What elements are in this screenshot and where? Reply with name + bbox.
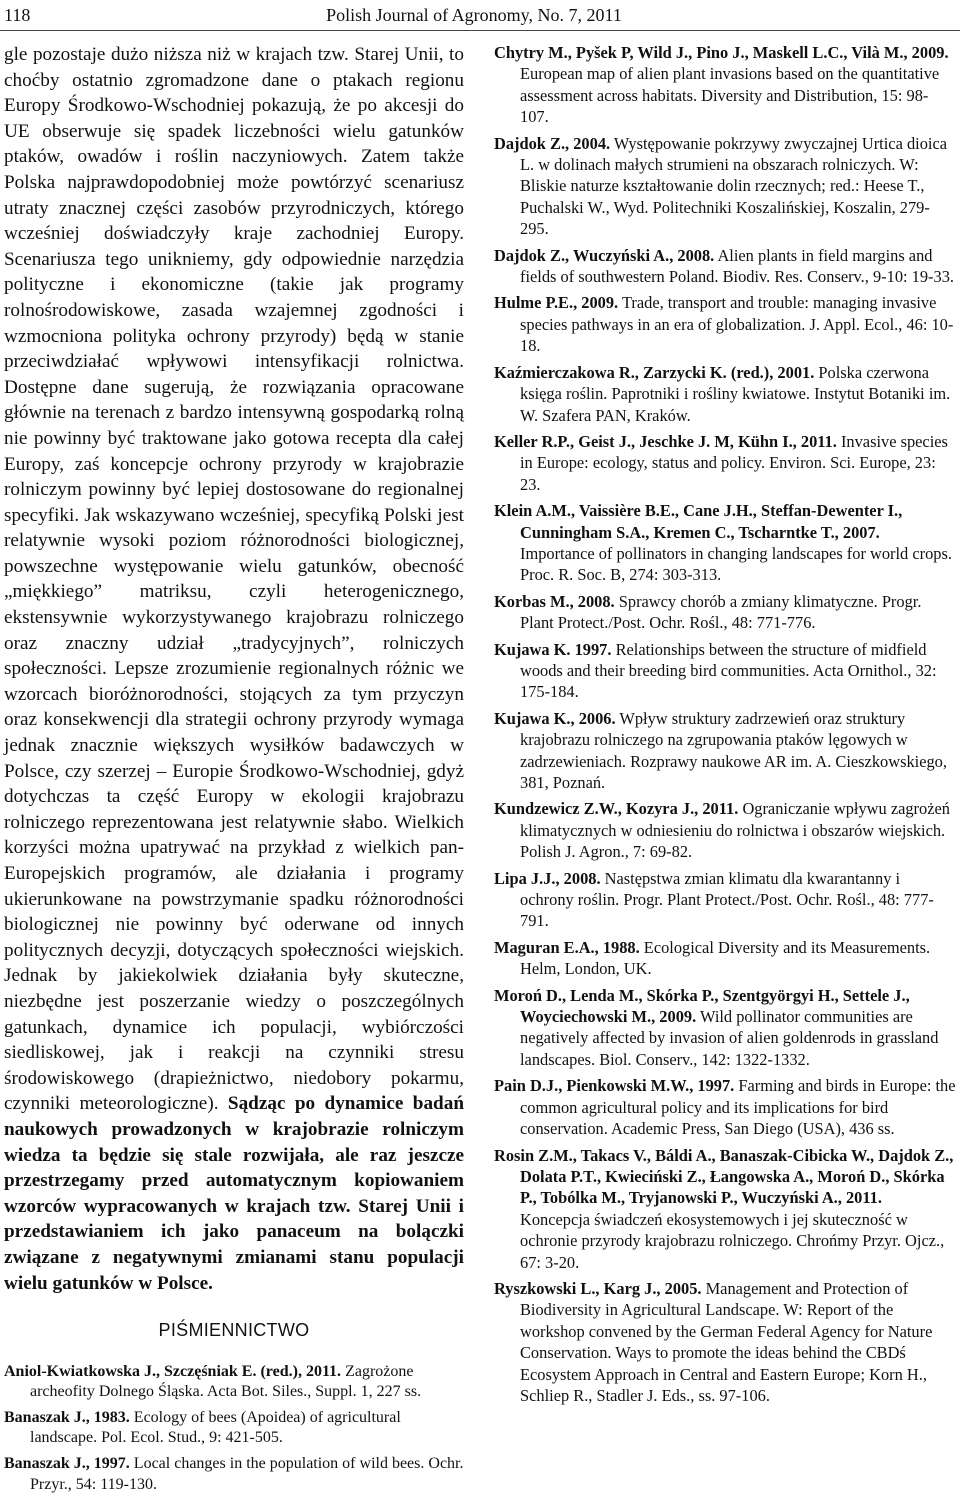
reference-entry: [494, 1075, 956, 1139]
references-list-right: [494, 42, 956, 1406]
bold-conclusion: Sądząc po dynamice badań naukowych prowadzonych w krajobrazie rolniczym wiedza ta będzie się stale rozwijała, ale raz jeszcze przestrzegamy przed automatycznym kopiowaniem wzorców wypracowanych w krajach tzw. Starej Unii i przedstawianiem ich jako panaceum na bolączki związane z negatywnymi zmianami stanu populacji wielu gatunków w Polsce.: [4, 1093, 464, 1294]
reference-entry: [494, 1145, 956, 1273]
reference-authors: Klein A.M., Vaissière B.E., Cane J.H., Steffan-Dewenter I., Cunningham S.A., Kremen C., Tscharntke T., 2007.: [494, 501, 903, 542]
reference-text: Polska czerwona księga roślin. Paprotniki i rośliny kwiatowe. Instytut Botaniki im. W. Szafera PAN, Kraków.: [520, 362, 951, 425]
reference-authors: Maguran E.A., 1988.: [494, 937, 640, 957]
reference-authors: Lipa J.J., 2008.: [494, 868, 601, 888]
reference-text: Ecology of bees (Apoidea) of agricultural landscape. Pol. Ecol. Stud., 9: 421-505.: [30, 1408, 401, 1447]
reference-entry: [494, 1278, 956, 1406]
reference-authors: Moroń D., Lenda M., Skórka P., Szentgyörgyi H., Settele J., Woyciechowski M., 2009.: [494, 985, 910, 1027]
reference-text: Relationships between the structure of midfield woods and their breeding bird communities. Acta Ornithol., 32: 175-184.: [520, 639, 937, 702]
reference-authors: Kundzewicz Z.W., Kozyra J., 2011.: [494, 799, 739, 819]
reference-authors: Dajdok Z., Wuczyński A., 2008.: [494, 245, 715, 265]
reference-text: Farming and birds in Europe: the common agricultural policy and its implications for bird conservation. Academic Press, San Diego (USA), 436 ss.: [520, 1076, 956, 1139]
reference-text: Wpływ struktury zadrzewień oraz struktury krajobrazu rolniczego na zgrupowania ptaków lęgowych w zadrzewieniach. Rozprawy naukowe AR im. A. Cieszkowskiego, 381, Poznań.: [520, 708, 947, 792]
body-paragraph: [4, 42, 464, 1296]
right-column: [494, 42, 956, 1411]
reference-authors: Banaszak J., 1997.: [4, 1455, 130, 1473]
page-number: 118: [4, 4, 31, 25]
reference-authors: Chytry M., Pyšek P, Wild J., Pino J., Maskell L.C., Vilà M., 2009.: [494, 43, 949, 62]
reference-authors: Korbas M., 2008.: [494, 591, 615, 611]
reference-authors: Rosin Z.M., Takacs V., Báldi A., Banaszak-Cibicka W., Dajdok Z., Dolata P.T., Kwieciński Z., Łangowska A., Moroń D., Skórka P., Tobólka M., Tryjanowski P., Wuczyński A., 2011.: [494, 1145, 954, 1208]
reference-entry: [494, 362, 956, 426]
reference-text: Występowanie pokrzywy zwyczajnej Urtica dioica L. w dolinach małych strumieni na obszarach rolniczych. W: Bliskie naturze kształtowanie dolin rzecznych; red.: Heese T., Puchalski W., Wyd. Politechniki Koszalińskiej, Koszalin, 279-295.: [520, 133, 947, 239]
reference-text: Management and Protection of Biodiversity in Agricultural Landscape. W: Report of the workshop convened by the German Federal Agency for Nature Conservation. Ways to promote the ideas behind the CBDś Ecosystem Approach in Central and Eastern Europe; Korn H., Schliep R., Stadler J. Eds., ss. 97-106.: [520, 1278, 933, 1405]
header-rule: [0, 30, 960, 31]
left-column: [4, 42, 464, 1500]
references-list-left: [4, 1362, 464, 1496]
reference-text: Trade, transport and trouble: managing invasive species pathways in an era of globalization. J. Appl. Ecol., 46: 10-18.: [520, 293, 954, 356]
references-heading: PIŚMIENNICTWO: [158, 1320, 310, 1341]
reference-text: Następstwa zmian klimatu dla kwarantanny i ochrony roślin. Progr. Plant Protect./Post. Ochr. Rośl., 48: 777-791.: [520, 868, 934, 931]
reference-text: Wild pollinator communities are negatively affected by invasion of alien goldenrods in grassland landscapes. Biol. Conserv., 142: 1322-1332.: [520, 1007, 939, 1069]
reference-text: Local changes in the population of wild bees. Ochr. Przyr., 54: 119-130.: [30, 1455, 464, 1493]
body-text: gle pozostaje dużo niższa niż w krajach tzw. Starej Unii, to choćby ostatnio zgromadzone dane o ptakach regionu Europy Środkowo-Wschodniej pokazują, że po akcesji do UE obserwuje się spadek liczebności wielu gatunków ptaków, owadów i roślin naczyniowych. Zatem także Polska najprawdopodobniej może powtórzyć scenariusz utraty znacznej części zasobów przyrodniczych, którego wcześniej doświadczyły kraje zachodniej Europy. Scenariusza tego unikniemy, gdy odpowiednie narzędzia polityczne i ekonomiczne (takie jak programy rolnośrodowiskowe, zasada wzajemnej zgodności i wzmocniona polityka ochrony przyrody) będą w stanie przeciwdziałać wpływowi intensyfikacji rolnictwa. Dostępne dane sugerują, że rozwiązania opracowane głównie na terenach z bardzo intensywną gospodarką rolną nie powinny być traktowane jako gotowa recepta dla całej Europy, zaś koncepcje ochrony przyrody w krajobrazie rolniczym powinny być lepiej dostosowane do regionalnej specyfiki. Jak wskazywano wcześniej, specyfiką Polski jest relatywnie wysoki poziom różnorodności biologicznej, powszechne występowanie wielu gatunków, obecność „miękkiego” matriksu, czyli heterogenicznego, ekstensywnie wykorzystywanego krajobrazu rolniczego oraz znaczny udział „tradycyjnych”, rolniczych społeczności. Lepsze zrozumienie regionalnych różnic we wzorcach bioróżnorodności, stojących za tym przyczyn oraz konsekwencji dla strategii ochrony przyrody wymaga jednak znacznie większych wysiłków badawczych w Polsce, czy szerzej – Europie Środkowo-Wschodniej, gdyż dotychczas ta część Europy w ekologii krajobrazu rolniczego reprezentowana jest relatywnie słabo. Wielkich korzyści można upatrywać na przykład z wielkich pan-Europejskich programów, ale działania i programy ukierunkowane na powstrzymanie spadku różnorodności biologicznej nie powinny być oderwane od innych politycznych decyzji, dotyczących społeczności wiejskich. Jednak by jakiekolwiek działania były skuteczne, niezbędne jest poszerzanie wiedzy o poszczególnych gatunkach, dynamice ich populacji, wybiórczości siedliskowej, jak i reakcji na czynniki stresu środowiskowego (drapieżnictwo, niedobory pokarmu, czynniki meteorologiczne).: [4, 44, 464, 1115]
reference-entry: [494, 708, 956, 794]
reference-text: Zagrożone archeofity Dolnego Śląska. Acta Bot. Siles., Suppl. 1, 227 ss.: [30, 1362, 422, 1401]
reference-authors: Kaźmierczakowa R., Zarzycki K. (red.), 2001.: [494, 362, 815, 382]
reference-authors: Ryszkowski L., Karg J., 2005.: [494, 1278, 702, 1298]
reference-entry: [4, 1454, 464, 1495]
reference-text: Ecological Diversity and its Measurements. Helm, London, UK.: [520, 937, 931, 979]
reference-entry: [4, 1362, 464, 1403]
reference-authors: Pain D.J., Pienkowski M.W., 1997.: [494, 1076, 735, 1096]
reference-text: Ograniczanie wpływu zagrożeń klimatycznych w odniesieniu do rolnictwa i obszarów wiejskich. Polish J. Agron., 7: 69-82.: [520, 799, 950, 862]
reference-text: Importance of pollinators in changing landscapes for world crops. Proc. R. Soc. B, 274: 303-313.: [520, 543, 952, 585]
reference-entry: [494, 133, 956, 240]
reference-authors: Dajdok Z., 2004.: [494, 133, 611, 153]
reference-text: Koncepcja świadczeń ekosystemowych i jej skuteczność w ochronie przyrody krajobrazu rolniczego. Chrońmy Przyr. Ojcz., 67: 3-20.: [520, 1209, 945, 1272]
reference-entry: [494, 868, 956, 932]
reference-text: Invasive species in Europe: ecology, status and policy. Environ. Sci. Europe, 23: 23.: [520, 431, 948, 494]
reference-text: Sprawcy chorób a zmiany klimatyczne. Progr. Plant Protect./Post. Ochr. Rośl., 48: 771-776.: [520, 591, 922, 633]
reference-authors: Aniol-Kwiatkowska J., Szczęśniak E. (red.), 2011.: [4, 1362, 342, 1380]
reference-entry: [494, 639, 956, 703]
reference-authors: Hulme P.E., 2009.: [494, 293, 619, 313]
reference-entry: [494, 985, 956, 1071]
journal-name: Polish Journal of Agronomy, No. 7, 2011: [326, 4, 622, 25]
reference-entry: [494, 292, 956, 356]
reference-authors: Banaszak J., 1983.: [4, 1408, 130, 1426]
reference-text: Alien plants in field margins and fields of southwestern Poland. Biodiv. Res. Conserv., 9-10: 19-33.: [520, 245, 955, 287]
reference-entry: [494, 937, 956, 980]
reference-entry: [494, 42, 956, 128]
running-header: [4, 0, 954, 30]
reference-entry: [4, 1408, 464, 1449]
reference-entry: [494, 245, 956, 288]
reference-entry: [494, 798, 956, 862]
reference-authors: Kujawa K., 2006.: [494, 708, 616, 728]
reference-entry: [494, 431, 956, 495]
reference-authors: Keller R.P., Geist J., Jeschke J. M, Kühn I., 2011.: [494, 431, 837, 451]
reference-authors: Kujawa K. 1997.: [494, 639, 612, 659]
reference-entry: [494, 591, 956, 634]
reference-entry: [494, 500, 956, 586]
reference-text: European map of alien plant invasions based on the quantitative assessment across habitats. Diversity and Distribution, 15: 98-107.: [520, 64, 940, 127]
